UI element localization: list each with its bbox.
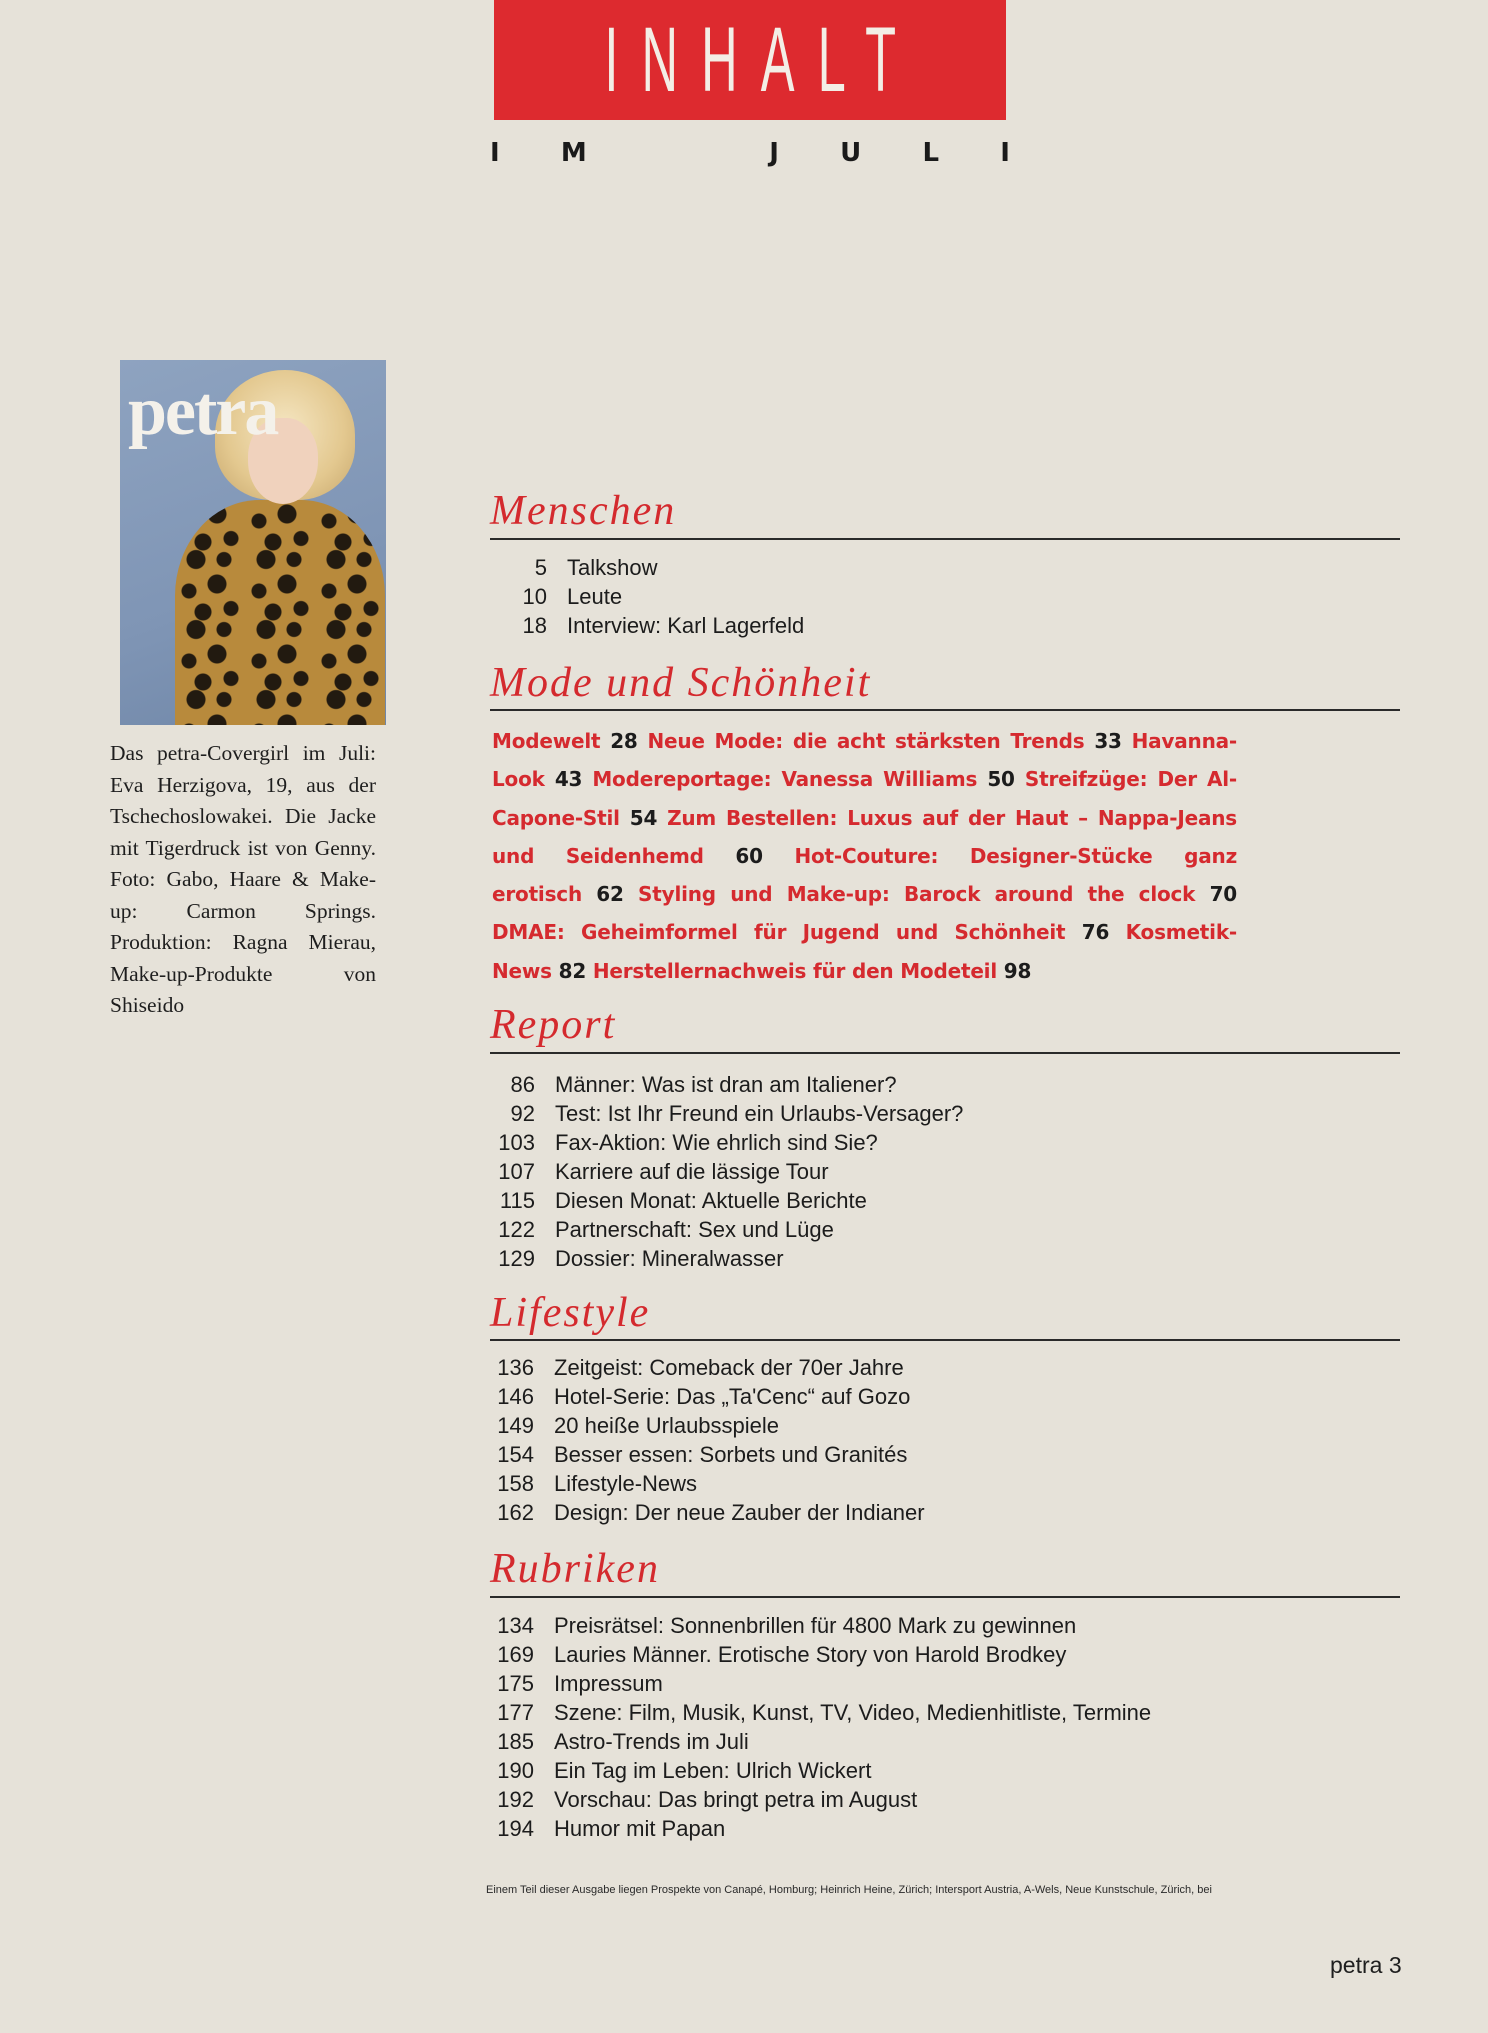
section-title-menschen: Menschen	[490, 488, 677, 534]
mode-entry-label[interactable]: Styling und Make-up: Barock around the clock	[638, 882, 1196, 907]
mode-entry-label[interactable]: Havanna-Look	[492, 729, 1238, 792]
footnote: Einem Teil dieser Ausgabe liegen Prospekte von Canapé, Homburg; Heinrich Heine, Zürich; Intersport Austria, A-Wels, Neue Kunstschule, Zürich, bei	[486, 1884, 1212, 1896]
toc-entry-label: Leute	[567, 584, 623, 609]
section-rule	[490, 1596, 1400, 1598]
toc-entry-label: Astro-Trends im Juli	[554, 1729, 749, 1754]
section-title-report: Report	[490, 1002, 617, 1048]
section-rule	[490, 538, 1400, 540]
toc-entry-label: Dossier: Mineralwasser	[555, 1246, 784, 1271]
toc-page-number: 146	[497, 1384, 534, 1409]
toc-entry-label: Besser essen: Sorbets und Granités	[554, 1442, 908, 1467]
toc-page-number: 10	[522, 584, 547, 609]
page-number: petra 3	[1330, 1952, 1402, 1978]
subtitle-letter: J	[769, 138, 779, 168]
toc-entry-label: Impressum	[554, 1671, 663, 1696]
toc-entry-label: Preisrätsel: Sonnenbrillen für 4800 Mark zu gewinnen	[554, 1613, 1077, 1638]
subtitle-letter: U	[840, 138, 862, 168]
toc-entry-label: Interview: Karl Lagerfeld	[567, 613, 805, 638]
toc-page-number: 107	[498, 1159, 535, 1184]
subtitle-letter: I	[1000, 138, 1010, 168]
section-rule	[490, 1339, 1400, 1341]
mode-entry-page: 98	[1003, 958, 1032, 983]
toc-page-number: 122	[498, 1217, 535, 1242]
mode-entry-page: 70	[1209, 882, 1238, 907]
toc-entry-label: Männer: Was ist dran am Italiener?	[555, 1072, 897, 1097]
toc-page-number: 136	[497, 1355, 534, 1380]
toc-page-number: 158	[497, 1471, 534, 1496]
cover-logo: petra	[128, 373, 278, 450]
subtitle-spacer	[648, 138, 708, 168]
toc-page-number: 149	[497, 1413, 534, 1438]
toc-entry-label: Vorschau: Das bringt petra im August	[554, 1787, 918, 1812]
mode-entry-page: 60	[735, 843, 763, 868]
subtitle-letter: I	[490, 138, 500, 168]
toc-entry-label: Diesen Monat: Aktuelle Berichte	[555, 1188, 867, 1213]
mode-entry-label[interactable]: Kosmetik-News	[492, 920, 1238, 983]
header-banner	[494, 0, 1006, 120]
section-title-lifestyle: Lifestyle	[490, 1290, 651, 1336]
mode-entry-page: 33	[1094, 729, 1122, 753]
mode-entry-page: 62	[596, 882, 624, 907]
toc-entry-label: Talkshow	[567, 555, 658, 580]
section-rule	[490, 1052, 1400, 1054]
page-title: INHALT	[604, 9, 919, 111]
toc-entry-label: Test: Ist Ihr Freund ein Urlaubs-Versager?	[555, 1101, 964, 1126]
toc-page-number: 103	[498, 1130, 535, 1155]
toc-entry-label: Karriere auf die lässige Tour	[555, 1159, 829, 1184]
toc-page-number: 175	[497, 1671, 534, 1696]
section-title-mode: Mode und Schönheit	[490, 660, 872, 706]
mode-entry-label[interactable]: Modewelt	[492, 729, 601, 753]
toc-entry-label: 20 heiße Urlaubsspiele	[554, 1413, 780, 1438]
section-list-mode	[492, 722, 1237, 990]
toc-page-number: 192	[497, 1787, 534, 1812]
mode-entry-label[interactable]: Streifzüge: Der Al-Capone-Stil	[492, 767, 1238, 830]
toc-entry-label: Design: Der neue Zauber der Indianer	[554, 1500, 925, 1525]
mode-entry-page: 43	[554, 767, 583, 792]
mode-entry-page: 50	[987, 767, 1015, 792]
toc-page-number: 92	[510, 1101, 535, 1126]
toc-page-number: 129	[498, 1246, 535, 1271]
mode-entry-page: 54	[629, 805, 658, 830]
mode-entry-label[interactable]: Modereportage: Vanessa Williams	[592, 767, 978, 792]
cover-caption: Das petra-Covergirl im Juli: Eva Herzigova, 19, aus der Tschechoslowakei. Die Jacke mit Tigerdruck ist von Genny. Foto: Gabo, Haare & Make-up: Carmon Springs. Produktion: Ragna Mierau, Make-up-Produkte von Shiseido	[110, 741, 376, 1017]
toc-page-number: 154	[497, 1442, 534, 1467]
toc-entry-label: Zeitgeist: Comeback der 70er Jahre	[554, 1355, 904, 1380]
toc-page-number: 5	[534, 555, 547, 580]
section-rule	[490, 709, 1400, 711]
subtitle-letter: M	[560, 138, 587, 168]
toc-page-number: 185	[497, 1729, 534, 1754]
toc-page-number: 177	[497, 1700, 534, 1725]
toc-entry-label: Lauries Männer. Erotische Story von Harold Brodkey	[554, 1642, 1067, 1667]
toc-entry-label: Partnerschaft: Sex und Lüge	[555, 1217, 834, 1242]
tiger-jacket	[175, 500, 385, 725]
toc-page-number: 194	[497, 1816, 534, 1841]
toc-entry-label: Szene: Film, Musik, Kunst, TV, Video, Medienhitliste, Termine	[554, 1700, 1152, 1725]
mode-entry-label[interactable]: Neue Mode: die acht stärksten Trends	[647, 729, 1085, 753]
toc-page-number: 134	[497, 1613, 534, 1638]
page-subtitle	[490, 138, 1010, 168]
mode-entry-page: 82	[558, 958, 587, 983]
mode-entry-label[interactable]: Herstellernachweis für den Modeteil	[592, 958, 997, 983]
toc-page-number: 18	[522, 613, 547, 638]
mode-entry-page: 76	[1081, 920, 1110, 945]
section-title-rubriken: Rubriken	[490, 1546, 660, 1592]
toc-page-number: 169	[497, 1642, 534, 1667]
toc-entry-label: Fax-Aktion: Wie ehrlich sind Sie?	[555, 1130, 878, 1155]
toc-page-number: 162	[497, 1500, 534, 1525]
toc-entry-label: Ein Tag im Leben: Ulrich Wickert	[554, 1758, 872, 1783]
cover-image[interactable]	[120, 360, 386, 725]
toc-page-number: 86	[510, 1072, 535, 1097]
mode-entry-label[interactable]: DMAE: Geheimformel für Jugend und Schönheit	[492, 920, 1066, 945]
mode-entry-label[interactable]: Hot-Couture: Designer-Stücke ganz erotisch	[492, 843, 1238, 907]
mode-entry-page: 28	[610, 729, 638, 753]
toc-page-number: 190	[497, 1758, 534, 1783]
subtitle-letter: L	[922, 138, 940, 168]
mode-entry-label[interactable]: Zum Bestellen: Luxus auf der Haut – Nappa-Jeans und Seidenhemd	[492, 805, 1237, 868]
toc-page-number: 115	[499, 1188, 535, 1213]
toc-entry-label: Humor mit Papan	[554, 1816, 726, 1841]
toc-entry-label: Hotel-Serie: Das „Ta'Cenc“ auf Gozo	[554, 1384, 911, 1409]
toc-entry-label: Lifestyle-News	[554, 1471, 698, 1496]
